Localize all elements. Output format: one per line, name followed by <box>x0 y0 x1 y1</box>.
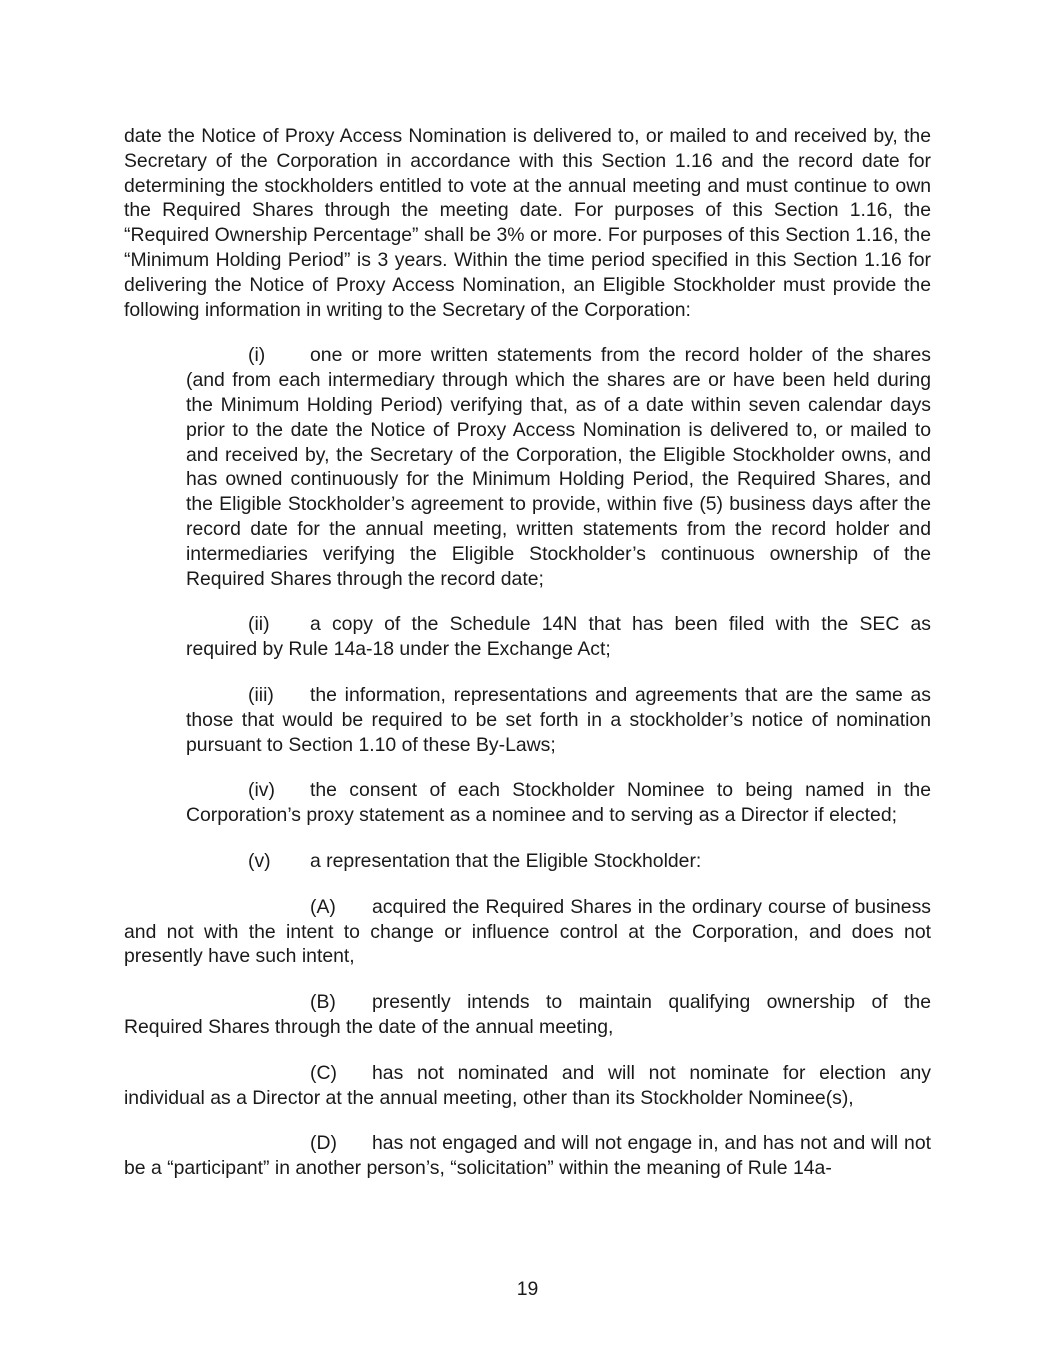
sub-marker: (B) <box>310 991 336 1014</box>
list-item-text: the information, representations and agreements that are the same as those that would be required to be set forth in a stockholder’s notice of nomination pursuant to Section 1.10 of these By-Laws; <box>186 683 931 756</box>
sub-marker: (D) <box>310 1132 337 1155</box>
sub-item-d <box>124 1131 931 1181</box>
list-item-iii <box>186 683 931 757</box>
sub-item-c <box>124 1061 931 1111</box>
intro-paragraph: date the Notice of Proxy Access Nomination is delivered to, or mailed to and received by, the Secretary of the Corporation in accordance with this Section 1.16 and the record date for determining the stockholders entitled to vote at the annual meeting and must continue to own the Required Shares through the meeting date. For purposes of this Section 1.16, the “Required Ownership Percentage” shall be 3% or more. For purposes of this Section 1.16, the “Minimum Holding Period” is 3 years. Within the time period specified in this Section 1.16 for delivering the Notice of Proxy Access Nomination, an Eligible Stockholder must provide the following information in writing to the Secretary of the Corporation: <box>124 125 931 321</box>
sub-item-a <box>124 895 931 969</box>
list-item-iv <box>186 778 931 828</box>
list-item-text: a representation that the Eligible Stockholder: <box>310 849 702 872</box>
sub-marker: (C) <box>310 1061 337 1084</box>
list-item-i <box>186 343 931 591</box>
sub-item-text: has not nominated and will not nominate for election any individual as a Director at the annual meeting, other than its Stockholder Nominee(s), <box>124 1061 931 1109</box>
sub-marker: (A) <box>310 895 336 918</box>
list-item-v <box>186 849 931 874</box>
list-item-text: one or more written statements from the record holder of the shares (and from each intermediary through which the shares are or have been held during the Minimum Holding Period) verifying that, as of a date within seven calendar days prior to the date the Notice of Proxy Access Nomination is delivered to, or mailed to and received by, the Secretary of the Corporation, the Eligible Stockholder owns, and has owned continuously for the Minimum Holding Period, the Required Shares, and the Eligible Stockholder’s agreement to provide, within five (5) business days after the record date for the annual meeting, written statements from the record holder and intermediaries verifying the Eligible Stockholder’s continuous ownership of the Required Shares through the record date; <box>186 344 931 590</box>
list-marker: (v) <box>248 849 271 872</box>
list-marker: (i) <box>248 344 266 367</box>
sub-item-text: presently intends to maintain qualifying ownership of the Required Shares through the date of the annual meeting, <box>124 991 931 1038</box>
list-item-text: the consent of each Stockholder Nominee to being named in the Corporation’s proxy statement as a nominee and to serving as a Director if elected; <box>186 779 931 827</box>
document-page <box>124 124 931 1202</box>
sub-item-text: has not engaged and will not engage in, and has not and will not be a “participant” in another person’s, “solicitation” within the meaning of Rule 14a- <box>124 1132 931 1180</box>
list-marker: (ii) <box>248 613 270 636</box>
list-marker: (iii) <box>248 683 274 706</box>
list-marker: (iv) <box>248 779 275 802</box>
list-item-text: a copy of the Schedule 14N that has been filed with the SEC as required by Rule 14a-18 under the Exchange Act; <box>186 613 931 661</box>
list-item-ii <box>186 612 931 662</box>
page-number: 19 <box>516 1278 539 1300</box>
sub-item-b <box>124 990 931 1040</box>
sub-item-text: acquired the Required Shares in the ordinary course of business and not with the intent to change or influence control at the Corporation, and does not presently have such intent, <box>124 895 931 968</box>
